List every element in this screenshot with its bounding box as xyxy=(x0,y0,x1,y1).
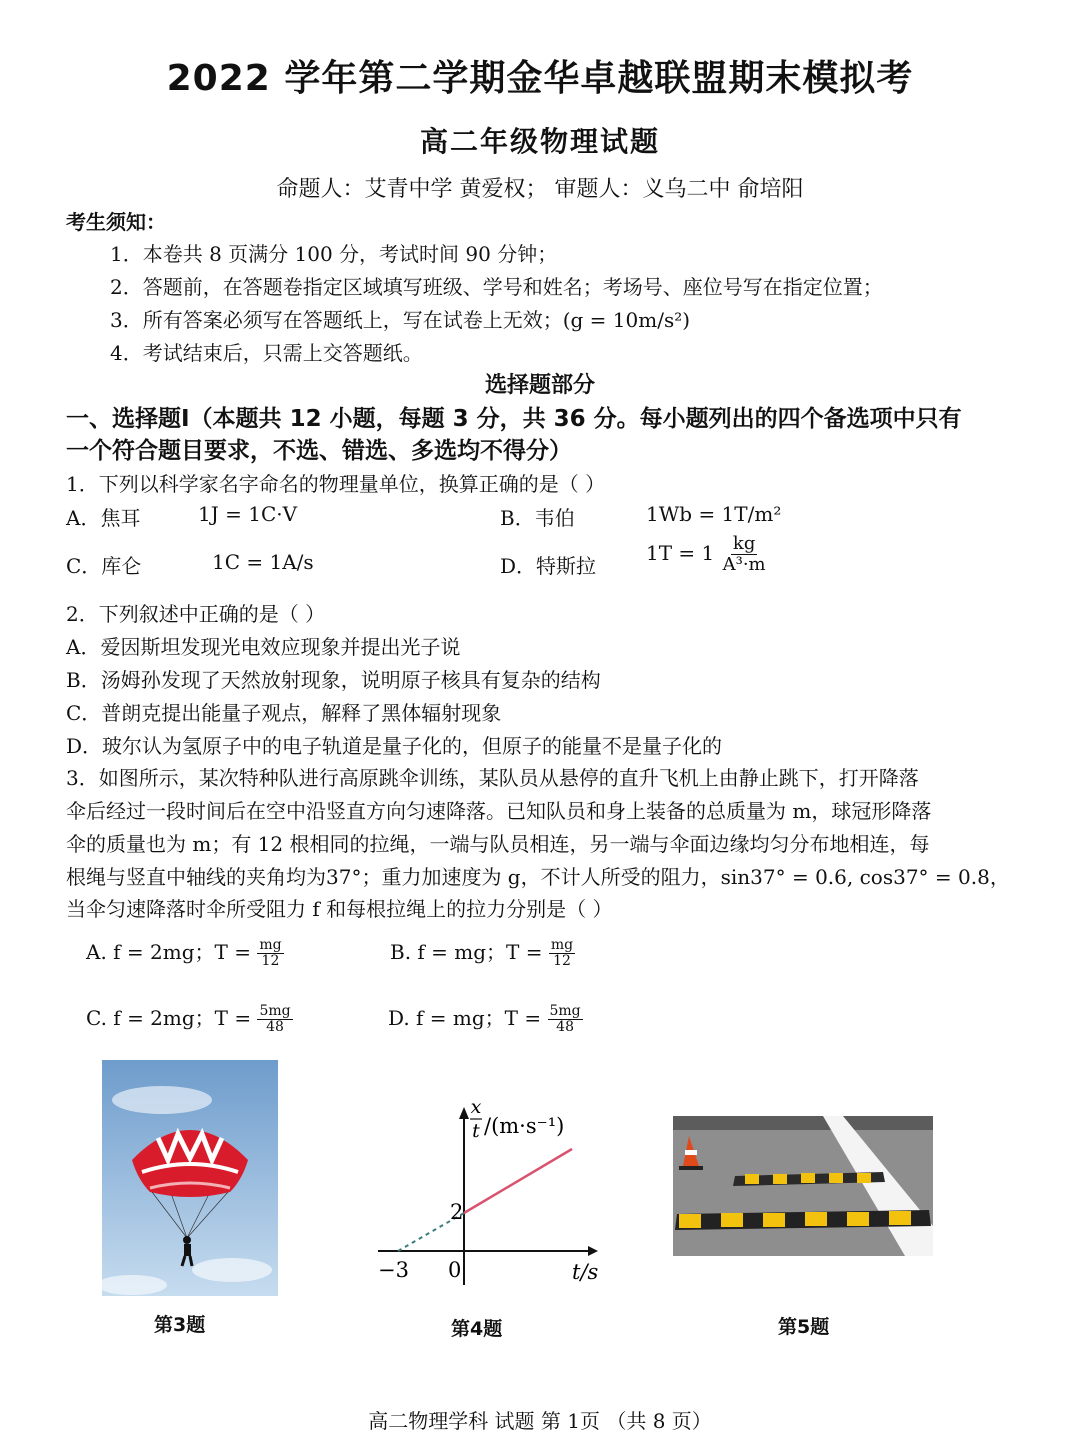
q3-option-a-denominator: 12 xyxy=(261,953,280,969)
q3-option-c-text: C. f = 2mg；T = xyxy=(86,1006,258,1030)
part1-heading: 一、选择题Ⅰ（本题共 12 小题，每题 3 分，共 36 分。每小题列出的四个备选项中只有 xyxy=(66,406,962,432)
q1-stem: 1．下列以科学家名字命名的物理量单位，换算正确的是（ ） xyxy=(66,472,606,496)
notice-item: 2．答题前，在答题卷指定区域填写班级、学号和姓名；考场号、座位号写在指定位置； xyxy=(110,275,883,299)
q3-option-c-denominator: 48 xyxy=(266,1019,284,1035)
parachute-photo xyxy=(102,1060,278,1296)
graph-line xyxy=(464,1149,572,1213)
q1-option-b-formula: 1Wb = 1T/m² xyxy=(646,502,782,526)
q3-option-b-text: B. f = mg；T = xyxy=(390,940,549,964)
q3-option-a xyxy=(86,936,284,969)
q1-option-c-label: C．库仑 xyxy=(66,554,142,578)
q3-option-c-numerator: 5mg xyxy=(259,1002,291,1019)
x-intercept-label: −3 xyxy=(378,1258,409,1282)
q3-option-d-denominator: 48 xyxy=(556,1019,574,1035)
q3-option-d xyxy=(388,1002,583,1035)
q3-option-b xyxy=(390,936,575,969)
q3-option-a-text: A. f = 2mg；T = xyxy=(86,940,258,964)
origin-label: 0 xyxy=(448,1258,462,1282)
cloud xyxy=(192,1258,272,1282)
q3-stem-line: 当伞匀速降落时伞所受阻力 f 和每根拉绳上的拉力分别是（ ） xyxy=(66,897,613,921)
q2-option-a: A．爱因斯坦发现光电效应现象并提出光子说 xyxy=(66,635,461,659)
q1-option-c-formula: 1C = 1A/s xyxy=(212,550,314,574)
q3-stem-line: 伞后经过一段时间后在空中沿竖直方向匀速降落。已知队员和身上装备的总质量为 m，球冠形降落 xyxy=(66,799,932,823)
q1-option-d-denominator: A³·m xyxy=(722,553,766,575)
xt-t-graph xyxy=(370,1095,610,1295)
y-axis-unit: /(m·s⁻¹) xyxy=(484,1114,565,1138)
notice-item: 4．考试结束后，只需上交答题纸。 xyxy=(110,341,423,365)
figure-5-caption: 第5题 xyxy=(778,1316,830,1338)
q1-option-d-prefix: 1T = 1 xyxy=(646,540,715,565)
q3-option-b-numerator: mg xyxy=(550,936,574,953)
road-edge xyxy=(673,1116,933,1130)
q3-stem-line: 根绳与竖直中轴线的夹角均为37°；重力加速度为 g，不计人所受的阻力，sin37° = 0.6, cos37° = 0.8， xyxy=(66,865,1010,889)
q2-option-c: C．普朗克提出能量子观点，解释了黑体辐射现象 xyxy=(66,701,502,725)
y-intercept-label: 2 xyxy=(450,1200,464,1224)
notice-heading: 考生须知： xyxy=(66,210,166,234)
q3-option-b-denominator: 12 xyxy=(553,953,571,969)
x-axis-label: t/s xyxy=(572,1260,599,1284)
q3-option-c-fraction xyxy=(257,1004,292,1036)
x-axis-arrow xyxy=(588,1246,598,1256)
q3-option-c xyxy=(86,1002,293,1035)
y-label-denominator: t xyxy=(472,1120,480,1142)
part1-heading: 一个符合题目要求，不选、错选、多选均不得分） xyxy=(66,438,572,464)
exam-title: 2022 学年第二学期金华卓越联盟期末模拟考 xyxy=(166,58,914,99)
cloud xyxy=(112,1086,212,1114)
q2-stem: 2．下列叙述中正确的是（ ） xyxy=(66,602,326,626)
notice-item: 3．所有答案必须写在答题纸上，写在试卷上无效；(g = 10m/s²) xyxy=(110,308,691,332)
y-label-numerator: x xyxy=(470,1096,482,1118)
page-footer: 高二物理学科 试题 第 1页 （共 8 页） xyxy=(368,1409,712,1433)
q3-stem-line: 3．如图所示，某次特种队进行高原跳伞训练，某队员从悬停的直升飞机上由静止跳下，打开降落 xyxy=(66,766,919,790)
q2-option-d: D．玻尔认为氢原子中的电子轨道是量子化的，但原子的能量不是量子化的 xyxy=(66,734,723,758)
q1-option-d-label: D．特斯拉 xyxy=(500,554,597,578)
exam-authors: 命题人：艾青中学 黄爱权； 审题人：义乌二中 俞培阳 xyxy=(276,177,804,202)
q2-option-b: B．汤姆孙发现了天然放射现象，说明原子核具有复杂的结构 xyxy=(66,668,601,692)
exam-subtitle: 高二年级物理试题 xyxy=(419,125,660,158)
q3-option-d-numerator: 5mg xyxy=(549,1002,581,1019)
q1-option-a-formula: 1J = 1C·V xyxy=(198,502,298,526)
section-title: 选择题部分 xyxy=(484,373,595,398)
q3-option-d-fraction xyxy=(548,1004,583,1036)
q1-option-a-label: A．焦耳 xyxy=(66,506,141,530)
y-axis-arrow xyxy=(459,1107,469,1119)
q3-option-d-text: D. f = mg；T = xyxy=(388,1006,548,1030)
q1-option-d-formula xyxy=(646,534,768,575)
q3-option-a-fraction xyxy=(257,938,283,970)
q3-option-b-fraction xyxy=(549,938,575,970)
notice-item: 1．本卷共 8 页满分 100 分，考试时间 90 分钟； xyxy=(110,242,558,266)
q1-option-d-numerator: kg xyxy=(732,533,756,554)
figure-3-caption: 第3题 xyxy=(154,1314,206,1336)
figure-4-caption: 第4题 xyxy=(451,1318,503,1340)
speed-bump-photo xyxy=(673,1116,933,1256)
q3-option-a-numerator: mg xyxy=(259,936,282,953)
q3-stem-line: 伞的质量也为 m；有 12 根相同的拉绳，一端与队员相连，另一端与伞面边缘均匀分布地相连，每 xyxy=(66,832,930,856)
q1-option-b-label: B．韦伯 xyxy=(500,506,575,530)
q1-option-d-fraction xyxy=(721,534,768,575)
